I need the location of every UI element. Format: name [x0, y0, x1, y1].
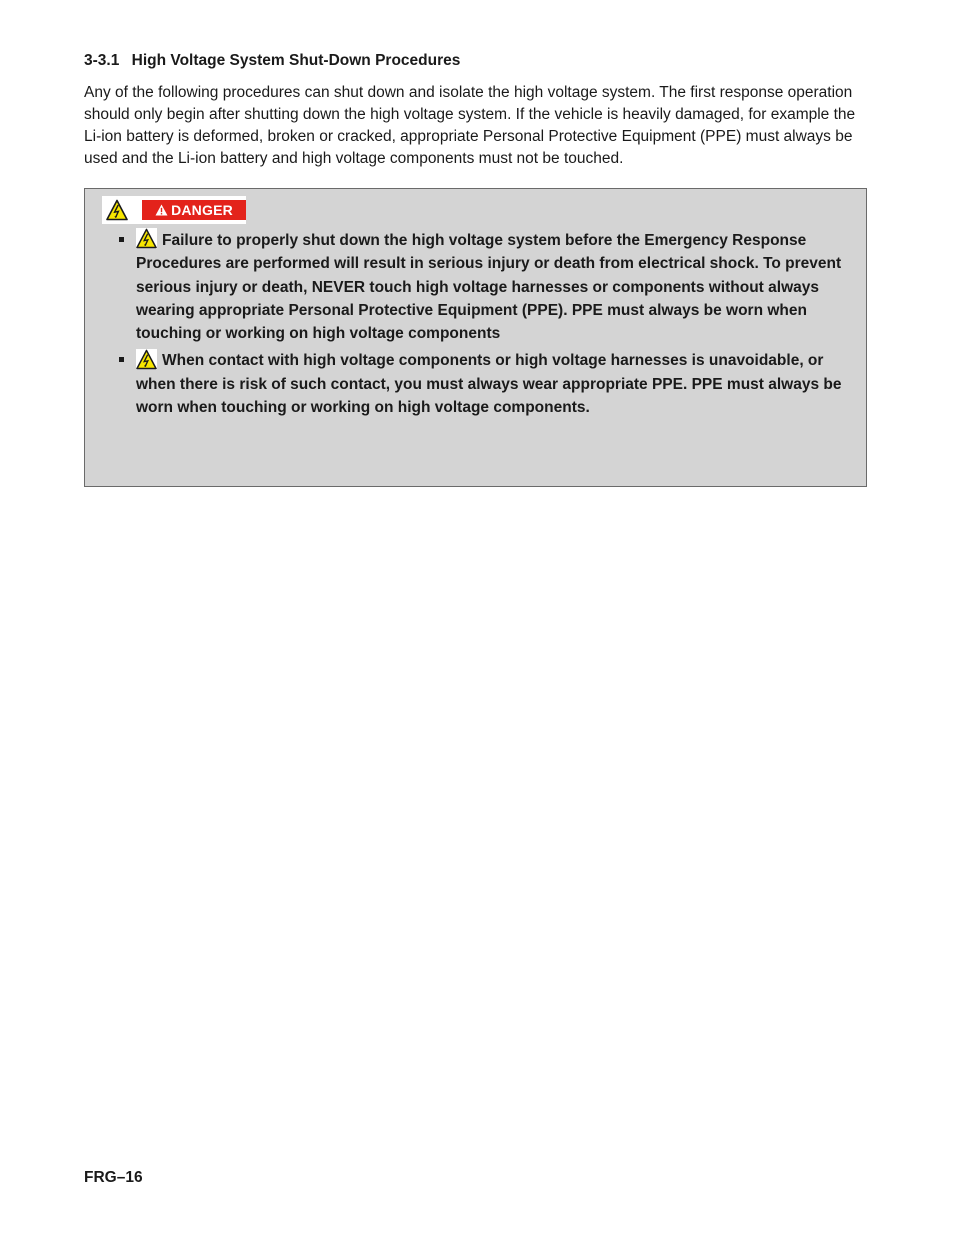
danger-label-text: DANGER: [171, 202, 233, 218]
intro-paragraph: Any of the following procedures can shut down and isolate the high voltage system. The first response operation should only begin after shutting down the high voltage system. If the vehicle is heavily damaged, for example the Li-ion battery is deformed, broken or cracked, appropriate Personal Protective Equipment (PPE) must always be used and the Li-ion battery and high voltage components must not be touched.: [84, 84, 856, 167]
section-heading: [84, 52, 460, 70]
bullet-square-icon: [119, 237, 124, 242]
warning-item-text: Failure to properly shut down the high voltage system before the Emergency Response Procedures are performed will result in serious injury or death from electrical shock. To prevent serious injury or death, NEVER touch high voltage harnesses or components without always wearing appropriate Personal Protective Equipment (PPE). PPE must always be worn when touching or working on high voltage components: [136, 232, 842, 343]
high-voltage-warning-icon: [136, 228, 157, 249]
danger-header: [102, 196, 246, 224]
warning-list: [85, 229, 846, 423]
exclamation-triangle-icon: [155, 204, 168, 216]
danger-label: [142, 200, 246, 220]
warning-item: [85, 349, 846, 419]
high-voltage-warning-icon: [136, 349, 157, 370]
section-number: 3-3.1: [84, 52, 120, 69]
high-voltage-warning-icon: [106, 199, 128, 221]
warning-item: [85, 229, 846, 345]
danger-warning-box: [84, 188, 867, 487]
page-number: FRG–16: [84, 1169, 143, 1186]
section-title: High Voltage System Shut-Down Procedures: [131, 52, 461, 69]
bullet-square-icon: [119, 357, 124, 362]
warning-item-text: When contact with high voltage components or high voltage harnesses is unavoidable, or when there is risk of such contact, you must always wear appropriate PPE. PPE must always be worn when touching or working on high voltage components.: [136, 352, 842, 417]
